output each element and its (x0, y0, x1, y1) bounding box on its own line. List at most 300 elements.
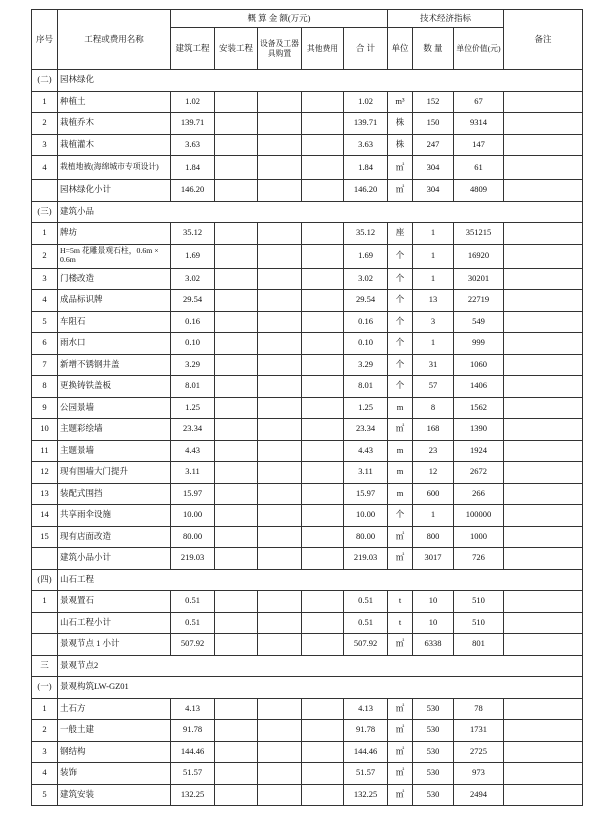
cell-qty: 57 (413, 376, 454, 398)
cell-remark (504, 180, 583, 202)
cell-install (215, 591, 258, 613)
cell-install (215, 505, 258, 527)
cell-remark (504, 612, 583, 634)
table-row (32, 612, 583, 634)
header-seq: 序号 (32, 10, 58, 70)
table-row (32, 134, 583, 156)
cell-total: 1.02 (344, 91, 388, 113)
cell-install (215, 311, 258, 333)
cell-qty: 304 (413, 156, 454, 180)
cell-total: 91.78 (344, 720, 388, 742)
cell-other (302, 268, 344, 290)
cell-remark (504, 505, 583, 527)
cell-name: H=5m 花雕景观石柱，0.6m × 0.6m (58, 244, 171, 268)
cell-qty: 1 (413, 223, 454, 245)
cell-section-name: 山石工程 (58, 569, 583, 591)
cell-other (302, 505, 344, 527)
header-qty: 数 量 (413, 28, 454, 70)
cell-seq: (三) (32, 201, 58, 223)
cell-unit: 个 (388, 505, 413, 527)
cell-unit-price: 2494 (454, 784, 504, 806)
cell-remark (504, 268, 583, 290)
cell-unit-price: 999 (454, 333, 504, 355)
cell-name: 新增不锈钢井盖 (58, 354, 171, 376)
header-remark: 备注 (504, 10, 583, 70)
cell-unit: m (388, 440, 413, 462)
cell-remark (504, 354, 583, 376)
cell-name: 装配式围挡 (58, 483, 171, 505)
cell-seq: 5 (32, 784, 58, 806)
cell-other (302, 698, 344, 720)
cell-qty: 304 (413, 180, 454, 202)
cell-unit: 个 (388, 268, 413, 290)
table-row (32, 526, 583, 548)
cell-equip (258, 376, 302, 398)
cell-equip (258, 591, 302, 613)
cell-remark (504, 462, 583, 484)
cell-name: 门楼改造 (58, 268, 171, 290)
cell-seq: (一) (32, 677, 58, 699)
cell-equip (258, 223, 302, 245)
cell-seq: 12 (32, 462, 58, 484)
cell-unit-price: 4809 (454, 180, 504, 202)
cell-other (302, 91, 344, 113)
cell-total: 23.34 (344, 419, 388, 441)
cell-other (302, 548, 344, 570)
cell-section-name: 园林绿化 (58, 70, 583, 92)
cell-unit: ㎡ (388, 763, 413, 785)
cell-unit: m (388, 462, 413, 484)
cell-name: 建筑安装 (58, 784, 171, 806)
table-row (32, 763, 583, 785)
cell-unit-price: 1060 (454, 354, 504, 376)
cell-total: 132.25 (344, 784, 388, 806)
cell-seq: 5 (32, 311, 58, 333)
cell-equip (258, 440, 302, 462)
cell-other (302, 397, 344, 419)
cell-install (215, 333, 258, 355)
cell-install (215, 180, 258, 202)
cell-other (302, 223, 344, 245)
cell-build: 507.92 (171, 634, 215, 656)
cell-other (302, 180, 344, 202)
cell-unit: 个 (388, 333, 413, 355)
cell-seq: 6 (32, 333, 58, 355)
cell-install (215, 268, 258, 290)
cell-install (215, 134, 258, 156)
cell-unit: ㎡ (388, 526, 413, 548)
cell-qty: 10 (413, 591, 454, 613)
cell-build: 0.51 (171, 591, 215, 613)
cell-total: 4.43 (344, 440, 388, 462)
header-equip: 设备及工器具购置 (258, 28, 302, 70)
cell-name: 栽植灌木 (58, 134, 171, 156)
cell-equip (258, 311, 302, 333)
cell-qty: 6338 (413, 634, 454, 656)
cell-build: 146.20 (171, 180, 215, 202)
cell-equip (258, 784, 302, 806)
cell-unit: 个 (388, 354, 413, 376)
cell-total: 80.00 (344, 526, 388, 548)
cell-build: 0.16 (171, 311, 215, 333)
cell-qty: 10 (413, 612, 454, 634)
cell-unit: 个 (388, 290, 413, 312)
table-row (32, 290, 583, 312)
section-row (32, 655, 583, 677)
section-row (32, 569, 583, 591)
table-row (32, 223, 583, 245)
cell-unit: 株 (388, 113, 413, 135)
cell-build: 3.11 (171, 462, 215, 484)
cell-remark (504, 311, 583, 333)
cell-qty: 530 (413, 763, 454, 785)
cell-build: 51.57 (171, 763, 215, 785)
cell-unit-price: 16920 (454, 244, 504, 268)
cell-install (215, 763, 258, 785)
cell-other (302, 376, 344, 398)
cell-unit: 个 (388, 244, 413, 268)
cell-total: 146.20 (344, 180, 388, 202)
cell-build: 4.13 (171, 698, 215, 720)
cell-unit: ㎡ (388, 698, 413, 720)
header-install: 安装工程 (215, 28, 258, 70)
cell-remark (504, 419, 583, 441)
cell-install (215, 698, 258, 720)
cell-qty: 23 (413, 440, 454, 462)
cell-qty: 530 (413, 720, 454, 742)
cell-seq: 11 (32, 440, 58, 462)
table-row (32, 483, 583, 505)
cell-remark (504, 223, 583, 245)
cell-install (215, 462, 258, 484)
cell-remark (504, 333, 583, 355)
table-row (32, 440, 583, 462)
cell-remark (504, 591, 583, 613)
cell-other (302, 113, 344, 135)
cell-name: 主题彩绘墙 (58, 419, 171, 441)
cell-install (215, 113, 258, 135)
cell-equip (258, 698, 302, 720)
cell-total: 35.12 (344, 223, 388, 245)
cell-total: 10.00 (344, 505, 388, 527)
header-amount-group: 概 算 金 额(万元) (171, 10, 388, 28)
cell-other (302, 244, 344, 268)
cell-unit-price: 1000 (454, 526, 504, 548)
cell-name: 车阻石 (58, 311, 171, 333)
cell-equip (258, 333, 302, 355)
cell-seq: 1 (32, 698, 58, 720)
cell-build: 91.78 (171, 720, 215, 742)
cell-unit-price: 147 (454, 134, 504, 156)
cell-unit: t (388, 612, 413, 634)
cell-remark (504, 526, 583, 548)
cell-name: 装饰 (58, 763, 171, 785)
cell-remark (504, 784, 583, 806)
cell-total: 507.92 (344, 634, 388, 656)
cell-other (302, 462, 344, 484)
cell-unit-price: 22719 (454, 290, 504, 312)
cell-seq: 1 (32, 91, 58, 113)
cell-equip (258, 91, 302, 113)
cell-name: 景观置石 (58, 591, 171, 613)
cell-seq: 4 (32, 763, 58, 785)
cell-seq: 2 (32, 720, 58, 742)
cell-total: 1.25 (344, 397, 388, 419)
cell-equip (258, 180, 302, 202)
cell-remark (504, 741, 583, 763)
cell-build: 139.71 (171, 113, 215, 135)
cell-unit-price: 510 (454, 612, 504, 634)
table-row (32, 419, 583, 441)
cell-total: 0.10 (344, 333, 388, 355)
table-row (32, 591, 583, 613)
cell-equip (258, 483, 302, 505)
cell-build: 144.46 (171, 741, 215, 763)
cell-remark (504, 290, 583, 312)
cell-other (302, 354, 344, 376)
cell-build: 0.51 (171, 612, 215, 634)
cell-unit-price: 1924 (454, 440, 504, 462)
table-row (32, 311, 583, 333)
cell-build: 80.00 (171, 526, 215, 548)
cell-qty: 1 (413, 268, 454, 290)
cell-build: 0.10 (171, 333, 215, 355)
cell-equip (258, 354, 302, 376)
cell-unit: ㎡ (388, 741, 413, 763)
table-row (32, 333, 583, 355)
cell-unit-price: 549 (454, 311, 504, 333)
cell-remark (504, 634, 583, 656)
cell-name: 栽植乔木 (58, 113, 171, 135)
cell-unit: 个 (388, 376, 413, 398)
cell-name: 现有店面改造 (58, 526, 171, 548)
cell-seq: 2 (32, 244, 58, 268)
cell-other (302, 156, 344, 180)
cell-qty: 530 (413, 741, 454, 763)
cell-seq (32, 634, 58, 656)
table-row (32, 634, 583, 656)
cell-other (302, 634, 344, 656)
cell-seq: 3 (32, 741, 58, 763)
cell-qty: 1 (413, 505, 454, 527)
cell-unit-price: 351215 (454, 223, 504, 245)
table-row (32, 268, 583, 290)
cell-unit-price: 266 (454, 483, 504, 505)
cell-build: 15.97 (171, 483, 215, 505)
cell-total: 8.01 (344, 376, 388, 398)
cell-name: 建筑小品小计 (58, 548, 171, 570)
cell-qty: 12 (413, 462, 454, 484)
cell-seq: 14 (32, 505, 58, 527)
cell-qty: 3017 (413, 548, 454, 570)
cell-seq: 10 (32, 419, 58, 441)
cell-total: 3.29 (344, 354, 388, 376)
cell-other (302, 526, 344, 548)
cell-name: 种植土 (58, 91, 171, 113)
cell-remark (504, 720, 583, 742)
header-other: 其他费用 (302, 28, 344, 70)
cell-install (215, 290, 258, 312)
cell-build: 23.34 (171, 419, 215, 441)
cell-qty: 600 (413, 483, 454, 505)
cell-install (215, 741, 258, 763)
cell-other (302, 720, 344, 742)
cell-equip (258, 634, 302, 656)
header-unit: 单位 (388, 28, 413, 70)
cell-unit: 座 (388, 223, 413, 245)
cell-total: 4.13 (344, 698, 388, 720)
table-row (32, 548, 583, 570)
cell-unit: t (388, 591, 413, 613)
cell-build: 219.03 (171, 548, 215, 570)
table-row (32, 397, 583, 419)
cell-section-name: 建筑小品 (58, 201, 583, 223)
cell-equip (258, 763, 302, 785)
header-build: 建筑工程 (171, 28, 215, 70)
cell-equip (258, 397, 302, 419)
cell-total: 3.02 (344, 268, 388, 290)
cell-total: 1.69 (344, 244, 388, 268)
header-total: 合 计 (344, 28, 388, 70)
cell-other (302, 483, 344, 505)
cell-unit: ㎡ (388, 156, 413, 180)
cell-total: 139.71 (344, 113, 388, 135)
cell-name: 园林绿化小计 (58, 180, 171, 202)
cell-remark (504, 113, 583, 135)
cell-build: 10.00 (171, 505, 215, 527)
cell-other (302, 290, 344, 312)
cell-seq (32, 180, 58, 202)
table-row (32, 741, 583, 763)
cell-equip (258, 268, 302, 290)
cell-name: 更换铸铁盖板 (58, 376, 171, 398)
cell-equip (258, 244, 302, 268)
cell-unit: m (388, 483, 413, 505)
cell-unit: m (388, 397, 413, 419)
cell-qty: 1 (413, 333, 454, 355)
cell-total: 0.51 (344, 612, 388, 634)
cell-unit: ㎡ (388, 784, 413, 806)
cell-name: 栽植地被(海绵城市专项设计) (58, 156, 171, 180)
cell-seq: 3 (32, 134, 58, 156)
cell-unit-price: 61 (454, 156, 504, 180)
section-row (32, 201, 583, 223)
cell-section-name: 景观构筑LW-GZ01 (58, 677, 583, 699)
cell-qty: 13 (413, 290, 454, 312)
cell-seq: (二) (32, 70, 58, 92)
cell-qty: 150 (413, 113, 454, 135)
cell-install (215, 526, 258, 548)
cell-name: 共享雨伞设施 (58, 505, 171, 527)
table-row (32, 784, 583, 806)
cell-name: 土石方 (58, 698, 171, 720)
cell-install (215, 440, 258, 462)
cell-build: 132.25 (171, 784, 215, 806)
cell-name: 成品标识牌 (58, 290, 171, 312)
cell-seq: 7 (32, 354, 58, 376)
cell-seq (32, 612, 58, 634)
cell-seq (32, 548, 58, 570)
table-row (32, 462, 583, 484)
cell-other (302, 741, 344, 763)
cell-equip (258, 612, 302, 634)
table-row (32, 720, 583, 742)
cell-total: 0.16 (344, 311, 388, 333)
cell-unit-price: 1562 (454, 397, 504, 419)
cell-unit: 个 (388, 311, 413, 333)
cell-section-name: 景观节点2 (58, 655, 583, 677)
cell-name: 山石工程小计 (58, 612, 171, 634)
cell-name: 公园景墙 (58, 397, 171, 419)
cell-unit-price: 801 (454, 634, 504, 656)
cell-total: 15.97 (344, 483, 388, 505)
cell-total: 3.11 (344, 462, 388, 484)
cell-unit-price: 2725 (454, 741, 504, 763)
cell-equip (258, 505, 302, 527)
cell-other (302, 440, 344, 462)
cell-qty: 168 (413, 419, 454, 441)
cell-build: 1.25 (171, 397, 215, 419)
cell-qty: 31 (413, 354, 454, 376)
cell-total: 29.54 (344, 290, 388, 312)
cell-unit-price: 1731 (454, 720, 504, 742)
cell-qty: 1 (413, 244, 454, 268)
cell-build: 29.54 (171, 290, 215, 312)
cell-remark (504, 156, 583, 180)
cell-qty: 530 (413, 698, 454, 720)
cell-total: 144.46 (344, 741, 388, 763)
cell-install (215, 634, 258, 656)
cell-equip (258, 741, 302, 763)
cell-name: 现有围墙大门提升 (58, 462, 171, 484)
cell-seq: 15 (32, 526, 58, 548)
cell-unit-price: 973 (454, 763, 504, 785)
cell-other (302, 134, 344, 156)
cell-qty: 8 (413, 397, 454, 419)
table-row (32, 244, 583, 268)
cell-unit-price: 67 (454, 91, 504, 113)
header-tech-group: 技术经济指标 (388, 10, 504, 28)
cell-other (302, 311, 344, 333)
cell-remark (504, 244, 583, 268)
section-row (32, 70, 583, 92)
cell-name: 牌坊 (58, 223, 171, 245)
cell-seq: 4 (32, 290, 58, 312)
cell-install (215, 784, 258, 806)
header-unit-price: 单位价值(元) (454, 28, 504, 70)
table-row (32, 156, 583, 180)
cell-equip (258, 720, 302, 742)
header-name: 工程或费用名称 (58, 10, 171, 70)
cell-build: 3.63 (171, 134, 215, 156)
cell-install (215, 720, 258, 742)
cell-build: 3.29 (171, 354, 215, 376)
cell-name: 一般土建 (58, 720, 171, 742)
cell-unit: ㎡ (388, 548, 413, 570)
cell-unit-price: 510 (454, 591, 504, 613)
cell-build: 35.12 (171, 223, 215, 245)
cell-other (302, 763, 344, 785)
cell-install (215, 91, 258, 113)
cost-estimate-table (31, 9, 583, 806)
cell-equip (258, 419, 302, 441)
cell-unit-price: 1406 (454, 376, 504, 398)
cell-equip (258, 526, 302, 548)
cell-unit-price: 30201 (454, 268, 504, 290)
cell-remark (504, 763, 583, 785)
cell-name: 景观节点 1 小计 (58, 634, 171, 656)
cell-install (215, 397, 258, 419)
